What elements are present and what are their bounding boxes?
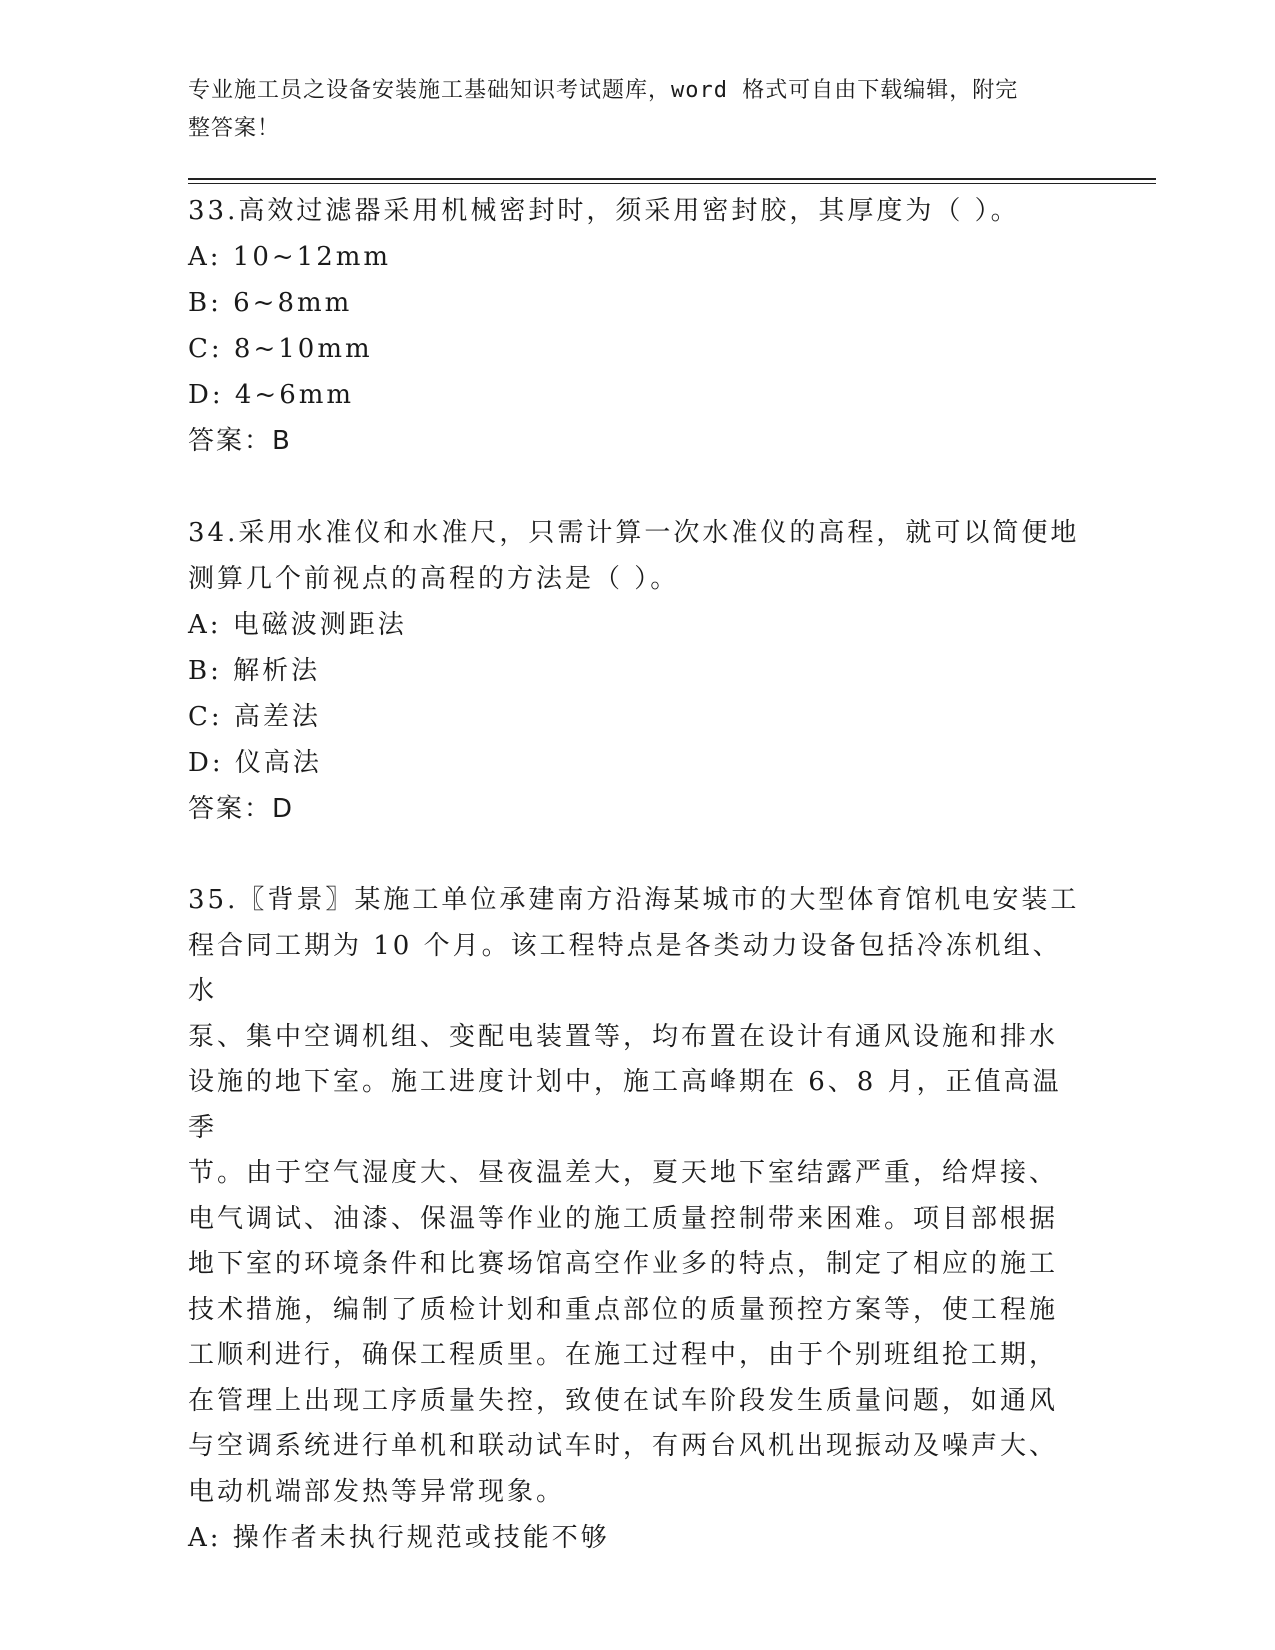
question-stem-line: 在管理上出现工序质量失控，致使在试车阶段发生质量问题，如通风 — [188, 1385, 1059, 1416]
answer-line: 答案：D — [188, 794, 295, 824]
question-stem-line: 程合同工期为 10 个月。该工程特点是各类动力设备包括冷冻机组、水 — [188, 930, 1062, 1006]
header-line-2: 整答案！ — [188, 116, 281, 141]
question-stem-line: 地下室的环境条件和比赛场馆高空作业多的特点，制定了相应的施工 — [188, 1249, 1059, 1279]
header-line-1: 专业施工员之设备安装施工基础知识考试题库，word 格式可自由下载编辑，附完 — [188, 78, 1019, 103]
question-list — [188, 188, 1088, 1561]
question-stem-line: 电气调试、油漆、保温等作业的施工质量控制带来困难。项目部根据 — [188, 1203, 1059, 1234]
option-d: D: 4~6mm — [188, 380, 355, 410]
option-b: B: 6~8mm — [188, 288, 353, 318]
question-stem-line: 泵、集中空调机组、变配电装置等，均布置在设计有通风设施和排水 — [188, 1021, 1059, 1052]
question-stem-line: 节。由于空气湿度大、昼夜温差大，夏天地下室结露严重，给焊接、 — [188, 1158, 1059, 1188]
question-33 — [188, 188, 1088, 464]
answer-line: 答案：B — [188, 426, 292, 456]
question-stem-line: 技术措施，编制了质检计划和重点部位的质量预控方案等，使工程施 — [188, 1294, 1059, 1325]
question-stem-line: 34.采用水准仪和水准尺，只需计算一次水准仪的高程，就可以简便地 — [188, 518, 1080, 548]
header-divider-thin — [188, 183, 1156, 184]
option-a: A: 操作者未执行规范或技能不够 — [188, 1523, 610, 1553]
question-stem-line: 设施的地下室。施工进度计划中，施工高峰期在 6、8 月，正值高温季 — [188, 1067, 1062, 1143]
option-d: D: 仪高法 — [188, 748, 322, 778]
question-35 — [188, 878, 1088, 1561]
option-b: B: 解析法 — [188, 656, 321, 686]
document-header — [188, 72, 1068, 148]
question-stem-line: 工顺利进行，确保工程质里。在施工过程中，由于个别班组抢工期， — [188, 1340, 1059, 1370]
question-stem-line: 测算几个前视点的高程的方法是（ ）。 — [188, 564, 680, 594]
option-c: C: 8~10mm — [188, 334, 373, 364]
question-34 — [188, 510, 1088, 832]
question-stem-line: 电动机端部发热等异常现象。 — [188, 1476, 566, 1507]
header-divider-thick — [188, 178, 1156, 180]
option-c: C: 高差法 — [188, 702, 321, 732]
option-a: A: 10~12mm — [188, 242, 392, 272]
question-stem: 33.高效过滤器采用机械密封时，须采用密封胶，其厚度为（ ）。 — [188, 196, 1020, 226]
option-a: A: 电磁波测距法 — [188, 610, 407, 640]
question-stem-line: 与空调系统进行单机和联动试车时，有两台风机出现振动及噪声大、 — [188, 1431, 1059, 1461]
question-stem-line: 35.〖背景〗某施工单位承建南方沿海某城市的大型体育馆机电安装工 — [188, 885, 1080, 915]
